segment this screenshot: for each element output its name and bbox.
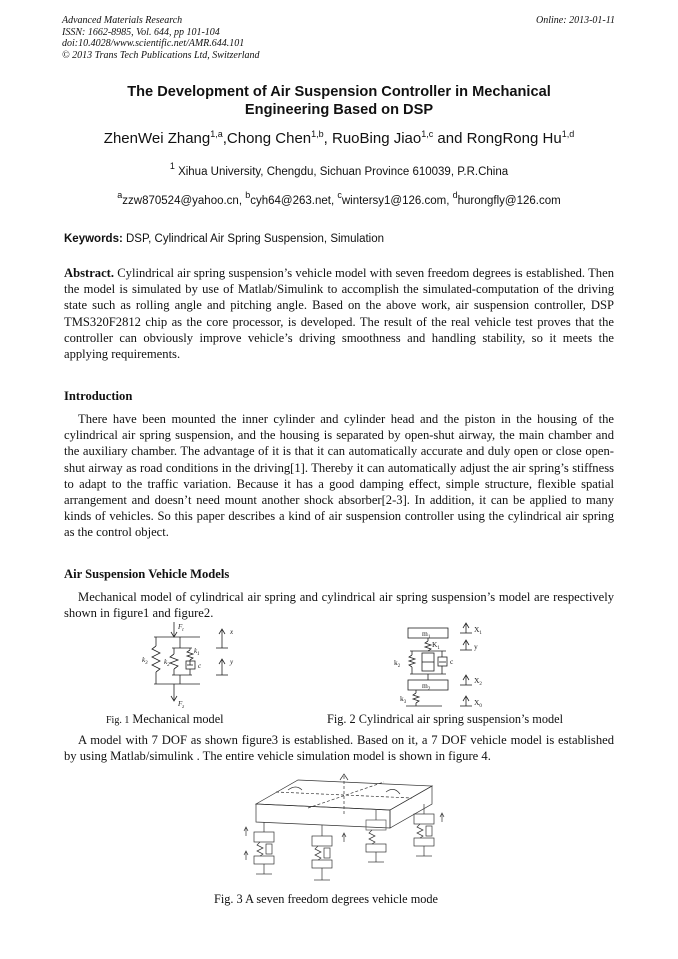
figure-1-caption-prefix: Fig. 1 <box>106 715 130 726</box>
keywords-text: DSP, Cylindrical Air Spring Suspension, Simulation <box>122 233 385 245</box>
author-superscript: 1,d <box>561 129 575 139</box>
figure-1-mechanical-model <box>130 620 260 710</box>
abstract <box>64 265 614 362</box>
models-paragraph-2: A model with 7 DOF as shown figure3 is established. Based on it, a 7 DOF vehicle model is established by using Matlab/simulink . The entire vehicle simulation model is shown in figure 4. <box>64 733 614 764</box>
author-superscript: 1,a <box>210 129 223 139</box>
fig2-label-k1: $K_1$ <box>432 640 440 651</box>
email-address[interactable]: wintersy1@126.com, <box>341 195 453 207</box>
email-superscript: a <box>117 190 123 200</box>
figure-2-suspension-model <box>392 622 502 712</box>
abstract-text: Cylindrical air spring suspension’s vehicle model with seven freedom degrees is established. Then the model is simulated by use of Matlab/Simulink to accomplish the simulated-computation of the driving state such as rolling angle and pitching angle. Based on the above work, air suspension controller, DSP TMS320F2812 chip as the core processor, is developed. The result of the real vehicle test proves that the controller can obviously improve vehicle’s driving smoothness and handling stability, so it meets the applying requirements. <box>64 266 614 362</box>
fig1-label-fz: $F_z$ <box>178 700 185 710</box>
fig1-label-k1: $k_1$ <box>194 647 200 657</box>
affiliation-superscript: 1 <box>169 161 175 171</box>
author-superscript: 1,c <box>421 129 434 139</box>
figure-3-vehicle-model <box>236 770 450 886</box>
author-name: , RuoBing Jiao <box>323 130 422 147</box>
title-line-1: The Development of Air Suspension Controller in Mechanical <box>127 84 551 100</box>
author-name: ZhenWei Zhang <box>103 130 211 147</box>
fig1-label-y: y <box>230 658 234 666</box>
fig1-label-ft: $F_t$ <box>178 623 184 633</box>
fig2-label-k3: $k_3$ <box>400 694 407 705</box>
title-line-2: Engineering Based on DSP <box>244 102 434 118</box>
paper-title <box>60 83 618 119</box>
keywords <box>64 233 384 245</box>
fig1-label-x: x <box>230 628 234 636</box>
author-list <box>60 130 618 147</box>
fig2-label-k2: $k_2$ <box>394 658 401 669</box>
email-superscript: b <box>245 190 251 200</box>
email-address[interactable]: hurongfly@126.com <box>457 195 561 207</box>
figure-3-caption: Fig. 3 A seven freedom degrees vehicle mode <box>214 892 439 906</box>
affiliation <box>60 161 618 178</box>
fig2-label-x0: $X_0$ <box>474 698 482 709</box>
abstract-label: Abstract. <box>64 266 115 280</box>
figure-2-caption: Fig. 2 Cylindrical air spring suspension’s model <box>327 712 564 726</box>
fig1-label-k2: $k_2$ <box>164 658 170 668</box>
keywords-label: Keywords: <box>64 233 123 245</box>
fig2-label-x1: $X_1$ <box>474 625 482 636</box>
fig1-label-k3: $k_3$ <box>142 656 148 666</box>
fig2-label-y: y <box>474 642 478 651</box>
email-superscript: d <box>452 190 458 200</box>
models-heading: Air Suspension Vehicle Models <box>64 567 230 581</box>
fig2-label-c: c <box>450 657 454 666</box>
models-paragraph-1: Mechanical model of cylindrical air spring and cylindrical air spring suspension’s model are respectively shown in figure1 and figure2. <box>64 590 614 621</box>
online-date: Online: 2013-01-11 <box>536 15 615 26</box>
affiliation-text: Xihua University, Chengdu, Sichuan Province 610039, P.R.China <box>178 166 509 178</box>
author-name: ,Chong Chen <box>222 130 312 147</box>
fig2-label-m2: $m_2$ <box>422 681 431 692</box>
fig2-label-m1: $m_1$ <box>422 629 431 640</box>
introduction-text: There have been mounted the inner cylinder and cylinder head and the piston in the housing of the cylindrical air spring suspension, and the housing is separated by open-shut airway, the main chamber and the auxiliary chamber. The advantage of it is that it can automatically accurate and duly open or close open-shut airway as road conditions in the driving[1]. Thereby it can automatically adjust the air spring’s stiffness to adapt to the traffic variation. Because it has a good damping effect, simple structure, flexible spatial arrangement and doesn’t need mount another shock absorber[2-3]. In addition, it can be applied to many kinds of vehicles. So this paper describes a kind of air suspension controller using the cylindrical air spring as the control object. <box>64 412 614 540</box>
email-superscript: c <box>337 190 342 200</box>
journal-name: Advanced Materials Research <box>62 15 183 26</box>
email-address[interactable]: zzw870524@yahoo.cn, <box>122 195 246 207</box>
author-name: and RongRong Hu <box>433 130 562 147</box>
author-superscript: 1,b <box>311 129 324 139</box>
journal-copyright: © 2013 Trans Tech Publications Ltd, Switzerland <box>62 49 260 61</box>
journal-doi: doi:10.4028/www.scientific.net/AMR.644.101 <box>62 38 245 49</box>
fig2-label-x2: $X_2$ <box>474 676 482 687</box>
journal-issn: ISSN: 1662-8985, Vol. 644, pp 101-104 <box>62 26 220 38</box>
introduction-heading: Introduction <box>64 389 133 403</box>
figure-1-caption <box>106 712 224 727</box>
email-list <box>60 190 618 207</box>
email-address[interactable]: cyh64@263.net, <box>250 195 338 207</box>
figure-1-caption-text: Mechanical model <box>129 712 224 726</box>
fig1-label-c: c <box>198 662 202 670</box>
journal-header <box>62 15 260 61</box>
